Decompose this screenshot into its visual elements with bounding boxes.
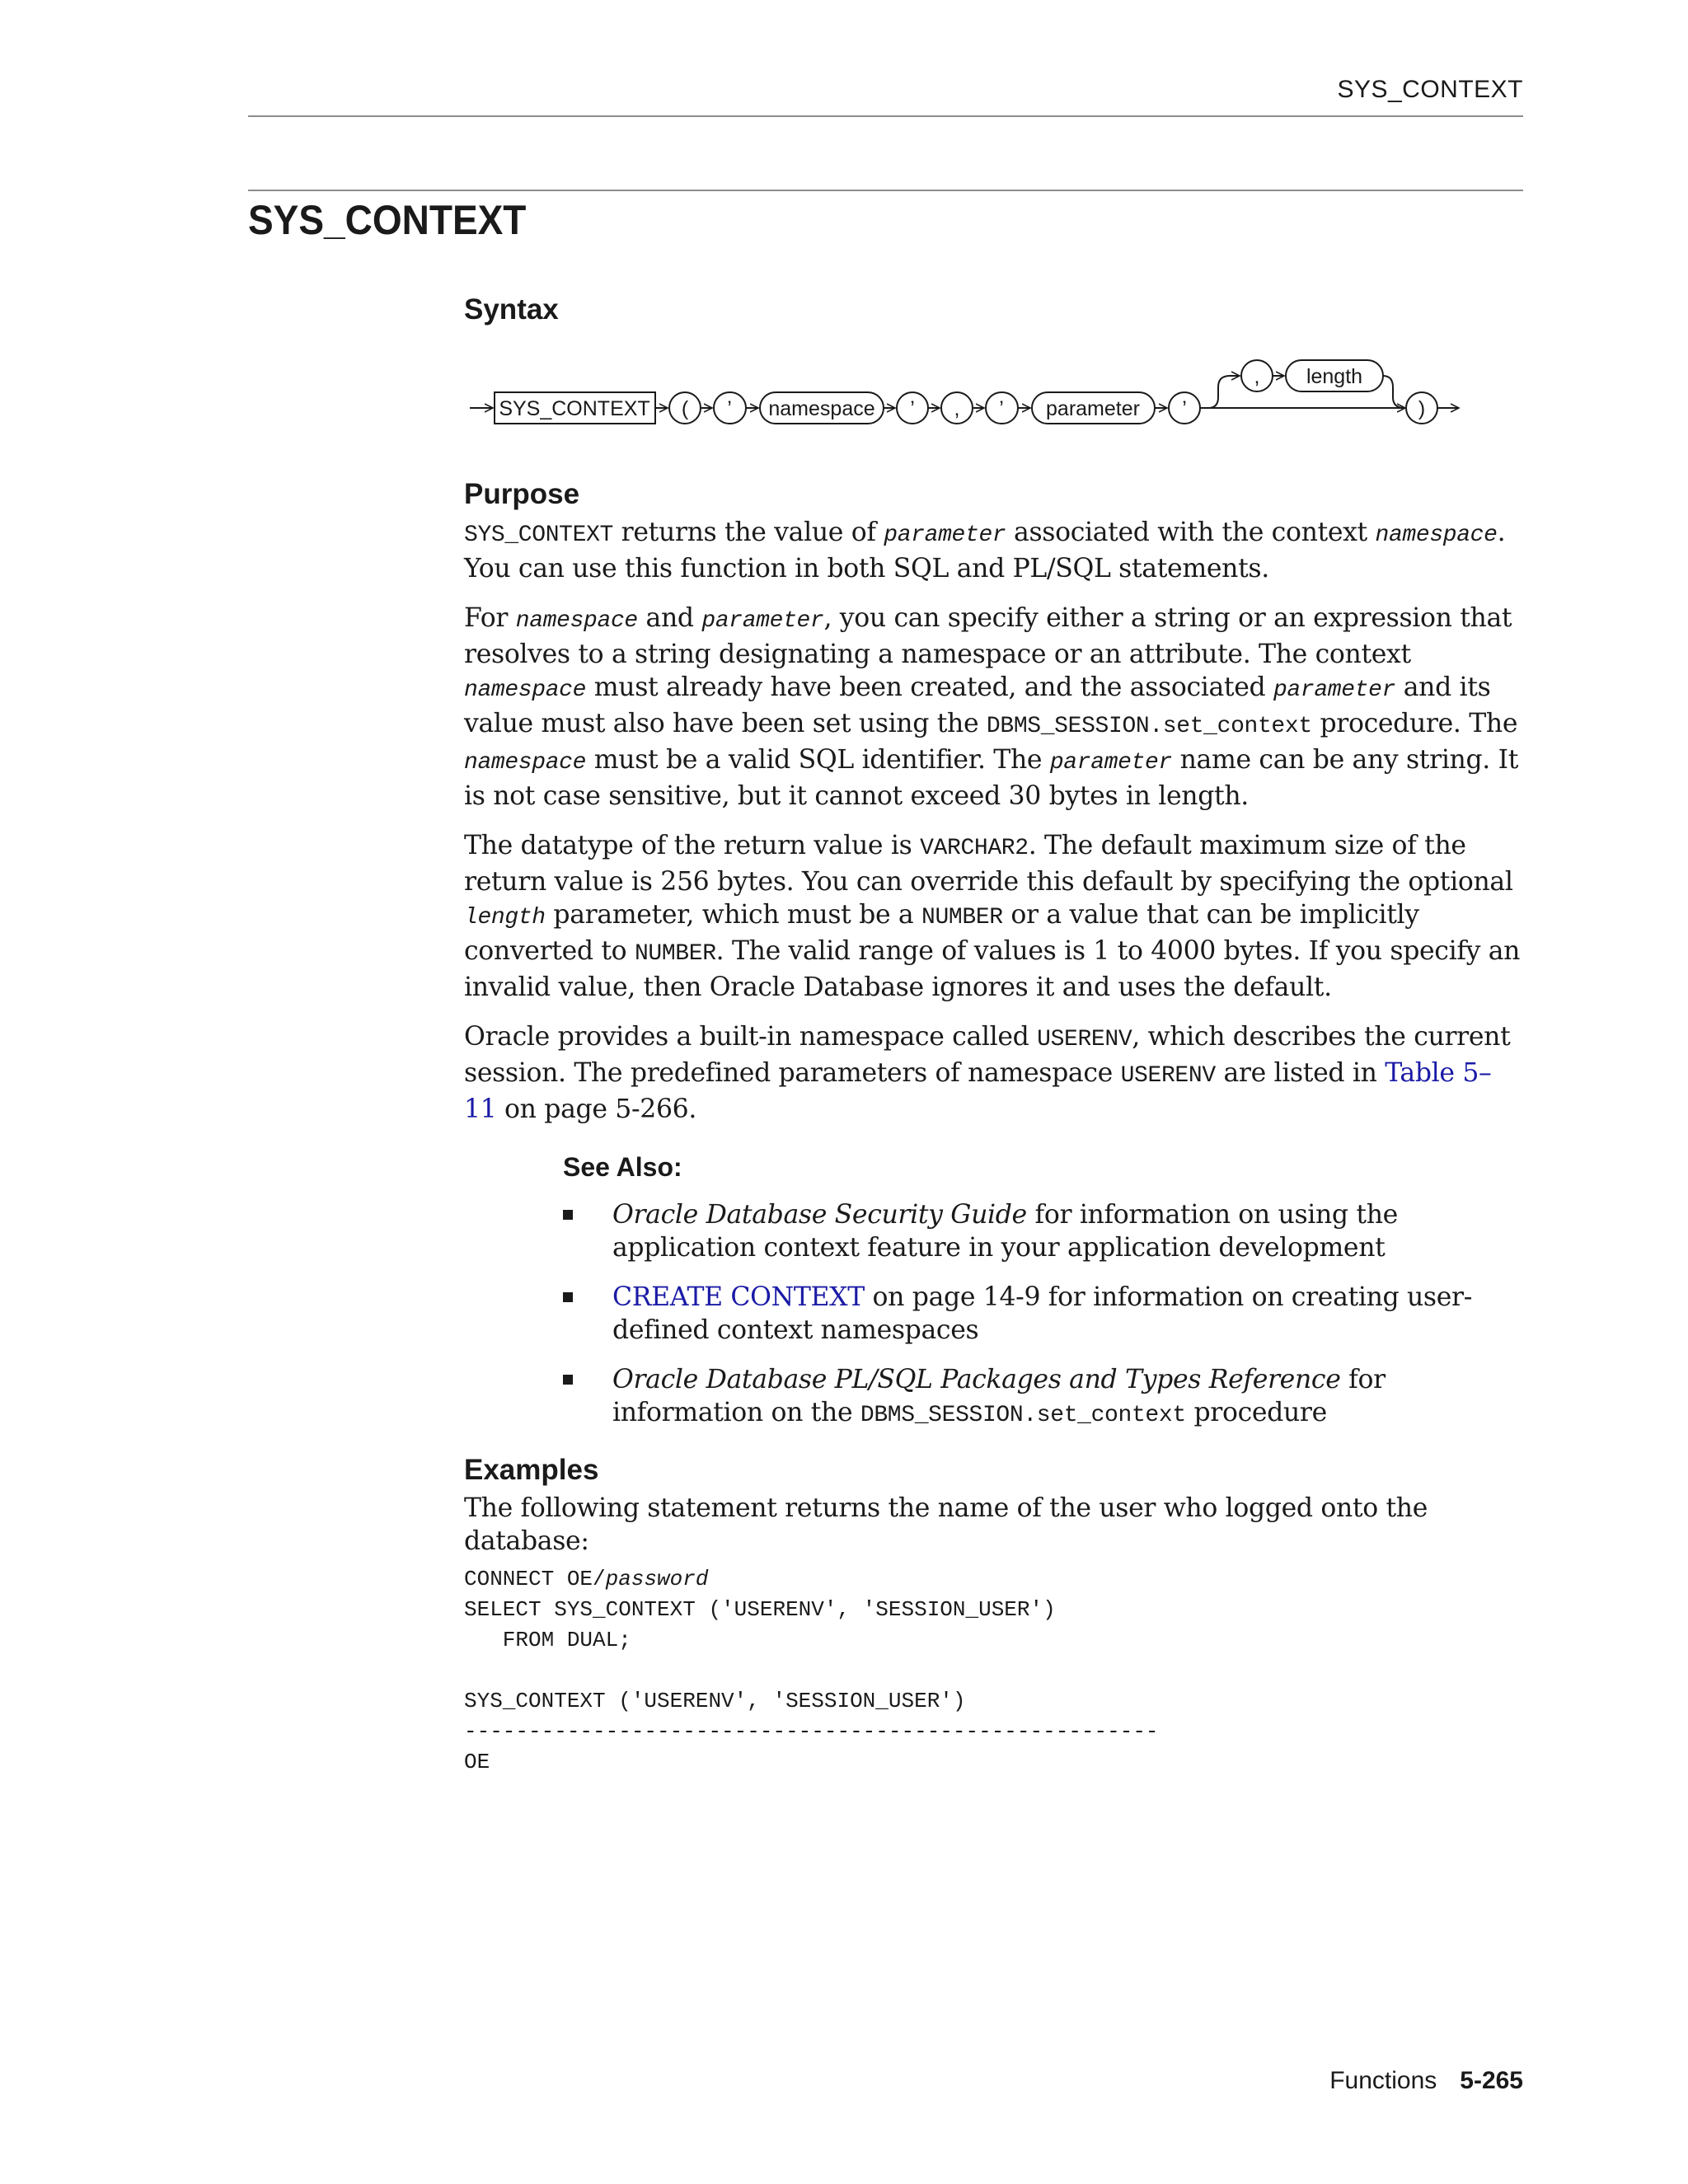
page-footer [1329, 2067, 1523, 2095]
syntax-token-comma: , [1254, 365, 1260, 388]
title-rule [248, 190, 1523, 191]
purpose-paragraph-2: For namespace and parameter, you can specify either a string or an expression that resolves to a string designating a namespace or an attribute. The context namespace must already have been created, and the associated parameter and its value must also have been set using the DBMS_SESSION.set_context procedure. The namespace must be a valid SQL identifier. The parameter name can be any string. It is not case sensitive, but it cannot exceed 30 bytes in length. [464, 603, 1519, 811]
create-context-link[interactable]: CREATE CONTEXT [612, 1282, 865, 1312]
example-code-block: CONNECT OE/password SELECT SYS_CONTEXT ('USERENV', 'SESSION_USER') FROM DUAL; SYS_CONTEXT ('USERENV', 'SESSION_USER') ------------------------------------------------------ OE [464, 1567, 1159, 1774]
purpose-paragraph-4: Oracle provides a built-in namespace called USERENV, which describes the current session. The predefined parameters of namespace USERENV are listed in Table 5–11 on page 5-266. [464, 1022, 1511, 1124]
running-header: SYS_CONTEXT [1337, 76, 1523, 103]
bullet-icon [563, 1375, 573, 1385]
footer-section: Functions [1329, 2067, 1437, 2094]
see-also-box [563, 1149, 1523, 1432]
bullet-icon [563, 1292, 573, 1302]
syntax-token-quote: ’ [910, 397, 915, 420]
syntax-token-open-paren: ( [681, 397, 689, 420]
syntax-token-function: SYS_CONTEXT [499, 397, 650, 420]
syntax-token-comma: , [954, 397, 960, 420]
syntax-token-parameter: parameter [1046, 397, 1140, 420]
table-5-11-link[interactable]: Table 5–11 [464, 1058, 1492, 1124]
syntax-token-length: length [1306, 365, 1363, 388]
purpose-paragraph-3: The datatype of the return value is VARCHAR2. The default maximum size of the return value is 256 bytes. You can override this default by specifying the optional length parameter, which must be a NUMBER or a value that can be implicitly converted to NUMBER. The valid range of values is 1 to 4000 bytes. If you specify an invalid value, then Oracle Database ignores it and uses the default. [464, 831, 1521, 1002]
syntax-heading: Syntax [464, 293, 559, 326]
footer-page-number: 5-265 [1460, 2067, 1523, 2094]
main-content [464, 288, 1523, 1778]
see-also-item: Oracle Database Security Guide for information on using the application context feature in your application development [563, 1198, 1523, 1264]
syntax-token-close-paren: ) [1418, 397, 1426, 420]
examples-heading: Examples [464, 1454, 599, 1486]
syntax-token-quote: ’ [727, 397, 732, 420]
syntax-token-namespace: namespace [768, 397, 875, 420]
examples-intro: The following statement returns the name of the user who logged onto the database: [464, 1493, 1428, 1556]
page-title: SYS_CONTEXT [248, 197, 527, 243]
purpose-paragraph-1: SYS_CONTEXT returns the value of parameter associated with the context namespace. You can use this function in both SQL and PL/SQL statements. [464, 518, 1506, 583]
header-rule [248, 115, 1523, 117]
bullet-icon [563, 1210, 573, 1220]
syntax-token-quote: ’ [999, 397, 1004, 420]
syntax-token-quote: ’ [1182, 397, 1187, 420]
purpose-heading: Purpose [464, 478, 580, 510]
see-also-item: Oracle Database PL/SQL Packages and Types Reference for information on the DBMS_SESSION.set_context procedure [563, 1363, 1523, 1432]
see-also-heading: See Also: [563, 1152, 682, 1182]
see-also-item: CREATE CONTEXT on page 14-9 for information on creating user-defined context namespaces [563, 1281, 1523, 1347]
